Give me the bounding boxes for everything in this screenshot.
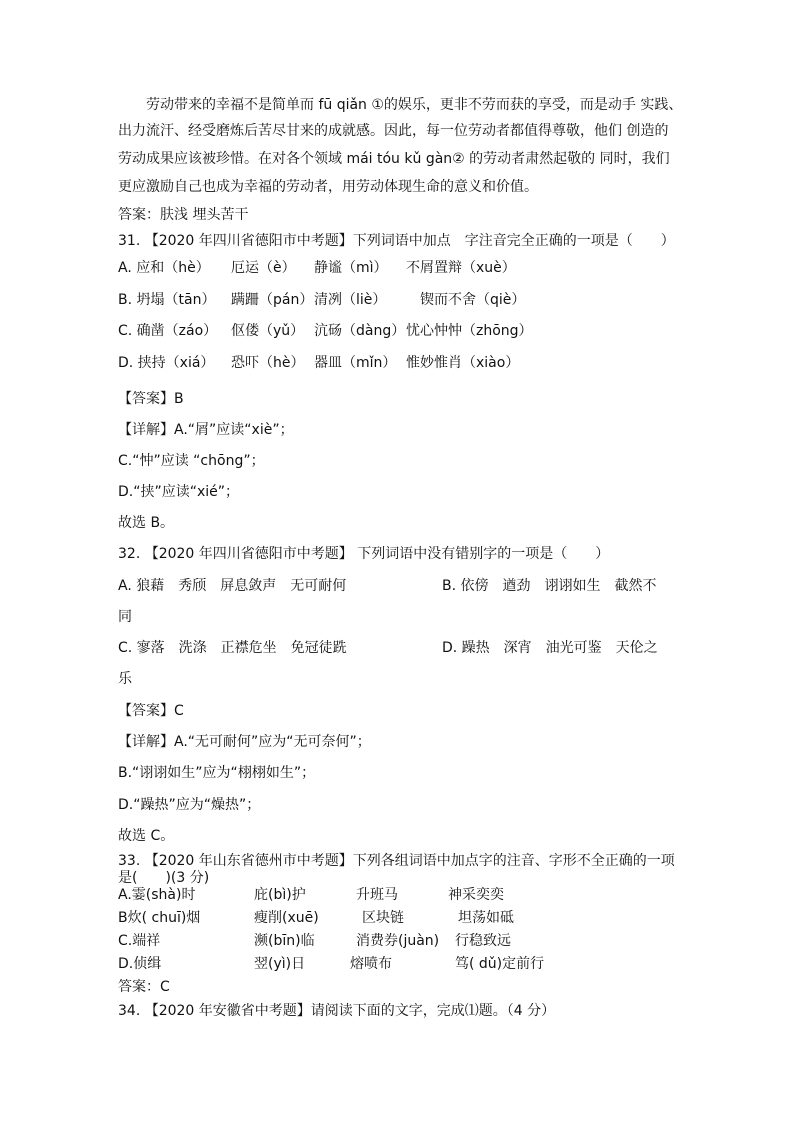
- q31-d-2: 恐吓（hè）: [231, 355, 305, 371]
- q31-c-3: 沆砀（dàng）: [314, 323, 406, 339]
- q31-b-1: B. 坍塌（tān）: [118, 292, 216, 308]
- q33-b-3: 区块链: [362, 910, 404, 926]
- q34-stem: 34. 【2020 年安徽省中考题】请阅读下面的文字，完成⑴题。（4 分）: [118, 1003, 556, 1019]
- q31-a-2: 厄运（è）: [231, 260, 296, 276]
- q31-b-3: 清冽（liè）: [314, 292, 387, 308]
- q31-c-2: 伛偻（yǔ）: [231, 323, 305, 339]
- q33-a-1: A.霎(shà)时: [118, 887, 196, 903]
- q31-b-2: 蹒跚（pán）: [231, 292, 314, 308]
- q31-answer: 【答案】B: [118, 391, 184, 407]
- q31-a-4: 不屑置辩（xuè）: [406, 260, 516, 276]
- q33-b-1: B炊( chuī)烟: [118, 910, 201, 926]
- passage-line-3: 劳动成果应该被珍惜。在对各个领域 mái tóu kǔ gàn② 的劳动者肃然起敬的 同时，我们: [118, 151, 670, 167]
- q32-option-d: D. 躁热 深宵 油光可鉴 天伦之: [442, 640, 658, 656]
- q33-b-4: 坦荡如砥: [458, 910, 514, 926]
- q32-explain-3: D.“躁热”应为“燥热”；: [118, 797, 261, 813]
- q33-c-1: C.端祥: [118, 933, 161, 949]
- q31-d-1: D. 挟持（xiá）: [118, 355, 215, 371]
- q33-c-4: 行稳致远: [455, 933, 511, 949]
- q33-c-3: 消费券(juàn): [356, 933, 440, 949]
- q31-conclusion: 故选 B。: [118, 515, 175, 531]
- q32-explain-2: B.“诩诩如生”应为“栩栩如生”；: [118, 765, 316, 781]
- q31-explain-3: D.“挟”应读“xié”；: [118, 484, 240, 500]
- q31-explain-2: C.“忡”应读 “chōng”；: [118, 453, 265, 469]
- q31-c-4: 忧心忡忡（zhōng）: [406, 323, 533, 339]
- q33-a-2: 庇(bì)护: [254, 887, 306, 903]
- q33-b-2: 瘦削(xuē): [254, 910, 319, 926]
- q33-stem-1: 33. 【2020 年山东省德州市中考题】下列各组词语中加点字的注音、字形不全正确的一项: [118, 853, 675, 869]
- passage-line-1: 劳动带来的幸福不是简单而 fū qiǎn ①的娱乐，更非不劳而获的享受，而是动手 实践、: [146, 97, 683, 113]
- q33-a-4: 神采奕奕: [448, 887, 504, 903]
- q32-stem: 32. 【2020 年四川省德阳市中考题】 下列词语中没有错别字的一项是（ ）: [118, 546, 610, 562]
- q33-c-2: 濒(bīn)临: [254, 933, 315, 949]
- passage-answer: 答案：肤浅 埋头苦干: [118, 207, 249, 223]
- q33-d-1: D.侦缉: [118, 956, 162, 972]
- q31-a-3: 静谧（mì）: [314, 260, 388, 276]
- q32-option-b-wrap: 同: [118, 609, 132, 625]
- q32-option-c: C. 寥落 洗涤 正襟危坐 免冠徒跣: [118, 640, 347, 656]
- q32-conclusion: 故选 C。: [118, 828, 175, 844]
- passage-line-2: 出力流汗、经受磨炼后苦尽甘来的成就感。因此，每一位劳动者都值得尊敬，他们 创造的: [118, 123, 669, 139]
- q31-d-4: 惟妙惟肖（xiào）: [406, 355, 520, 371]
- q31-c-1: C. 确凿（záo）: [118, 323, 218, 339]
- q31-a-1: A. 应和（hè）: [118, 260, 210, 276]
- q33-stem-2: 是( )(3 分): [118, 870, 210, 886]
- q31-b-4: 锲而不舍（qiè）: [420, 292, 526, 308]
- q32-option-d-wrap: 乐: [118, 671, 132, 687]
- q32-option-b: B. 依傍 遒劲 诩诩如生 截然不: [442, 578, 657, 594]
- q33-d-2: 翌(yì)日: [254, 956, 306, 972]
- q33-d-4: 笃( dǔ)定前行: [455, 956, 545, 972]
- q31-stem: 31. 【2020 年四川省德阳市中考题】下列词语中加点 字注音完全正确的一项是（ ）: [118, 233, 675, 249]
- q32-option-a: A. 狼藉 秀颀 屏息敛声 无可耐何: [118, 578, 347, 594]
- q33-answer: 答案：C: [118, 979, 170, 995]
- q31-explain-1: 【详解】A.“屑”应读“xiè”；: [118, 422, 294, 438]
- q33-a-3: 升班马: [356, 887, 398, 903]
- passage-line-4: 更应激励自己也成为幸福的劳动者，用劳动体现生命的意义和价值。: [118, 179, 538, 195]
- q33-d-3: 熔喷布: [350, 956, 392, 972]
- q32-answer: 【答案】C: [118, 703, 184, 719]
- q32-explain-1: 【详解】A.“无可耐何”应为“无可奈何”；: [118, 734, 371, 750]
- q31-d-3: 器皿（mǐn）: [314, 355, 397, 371]
